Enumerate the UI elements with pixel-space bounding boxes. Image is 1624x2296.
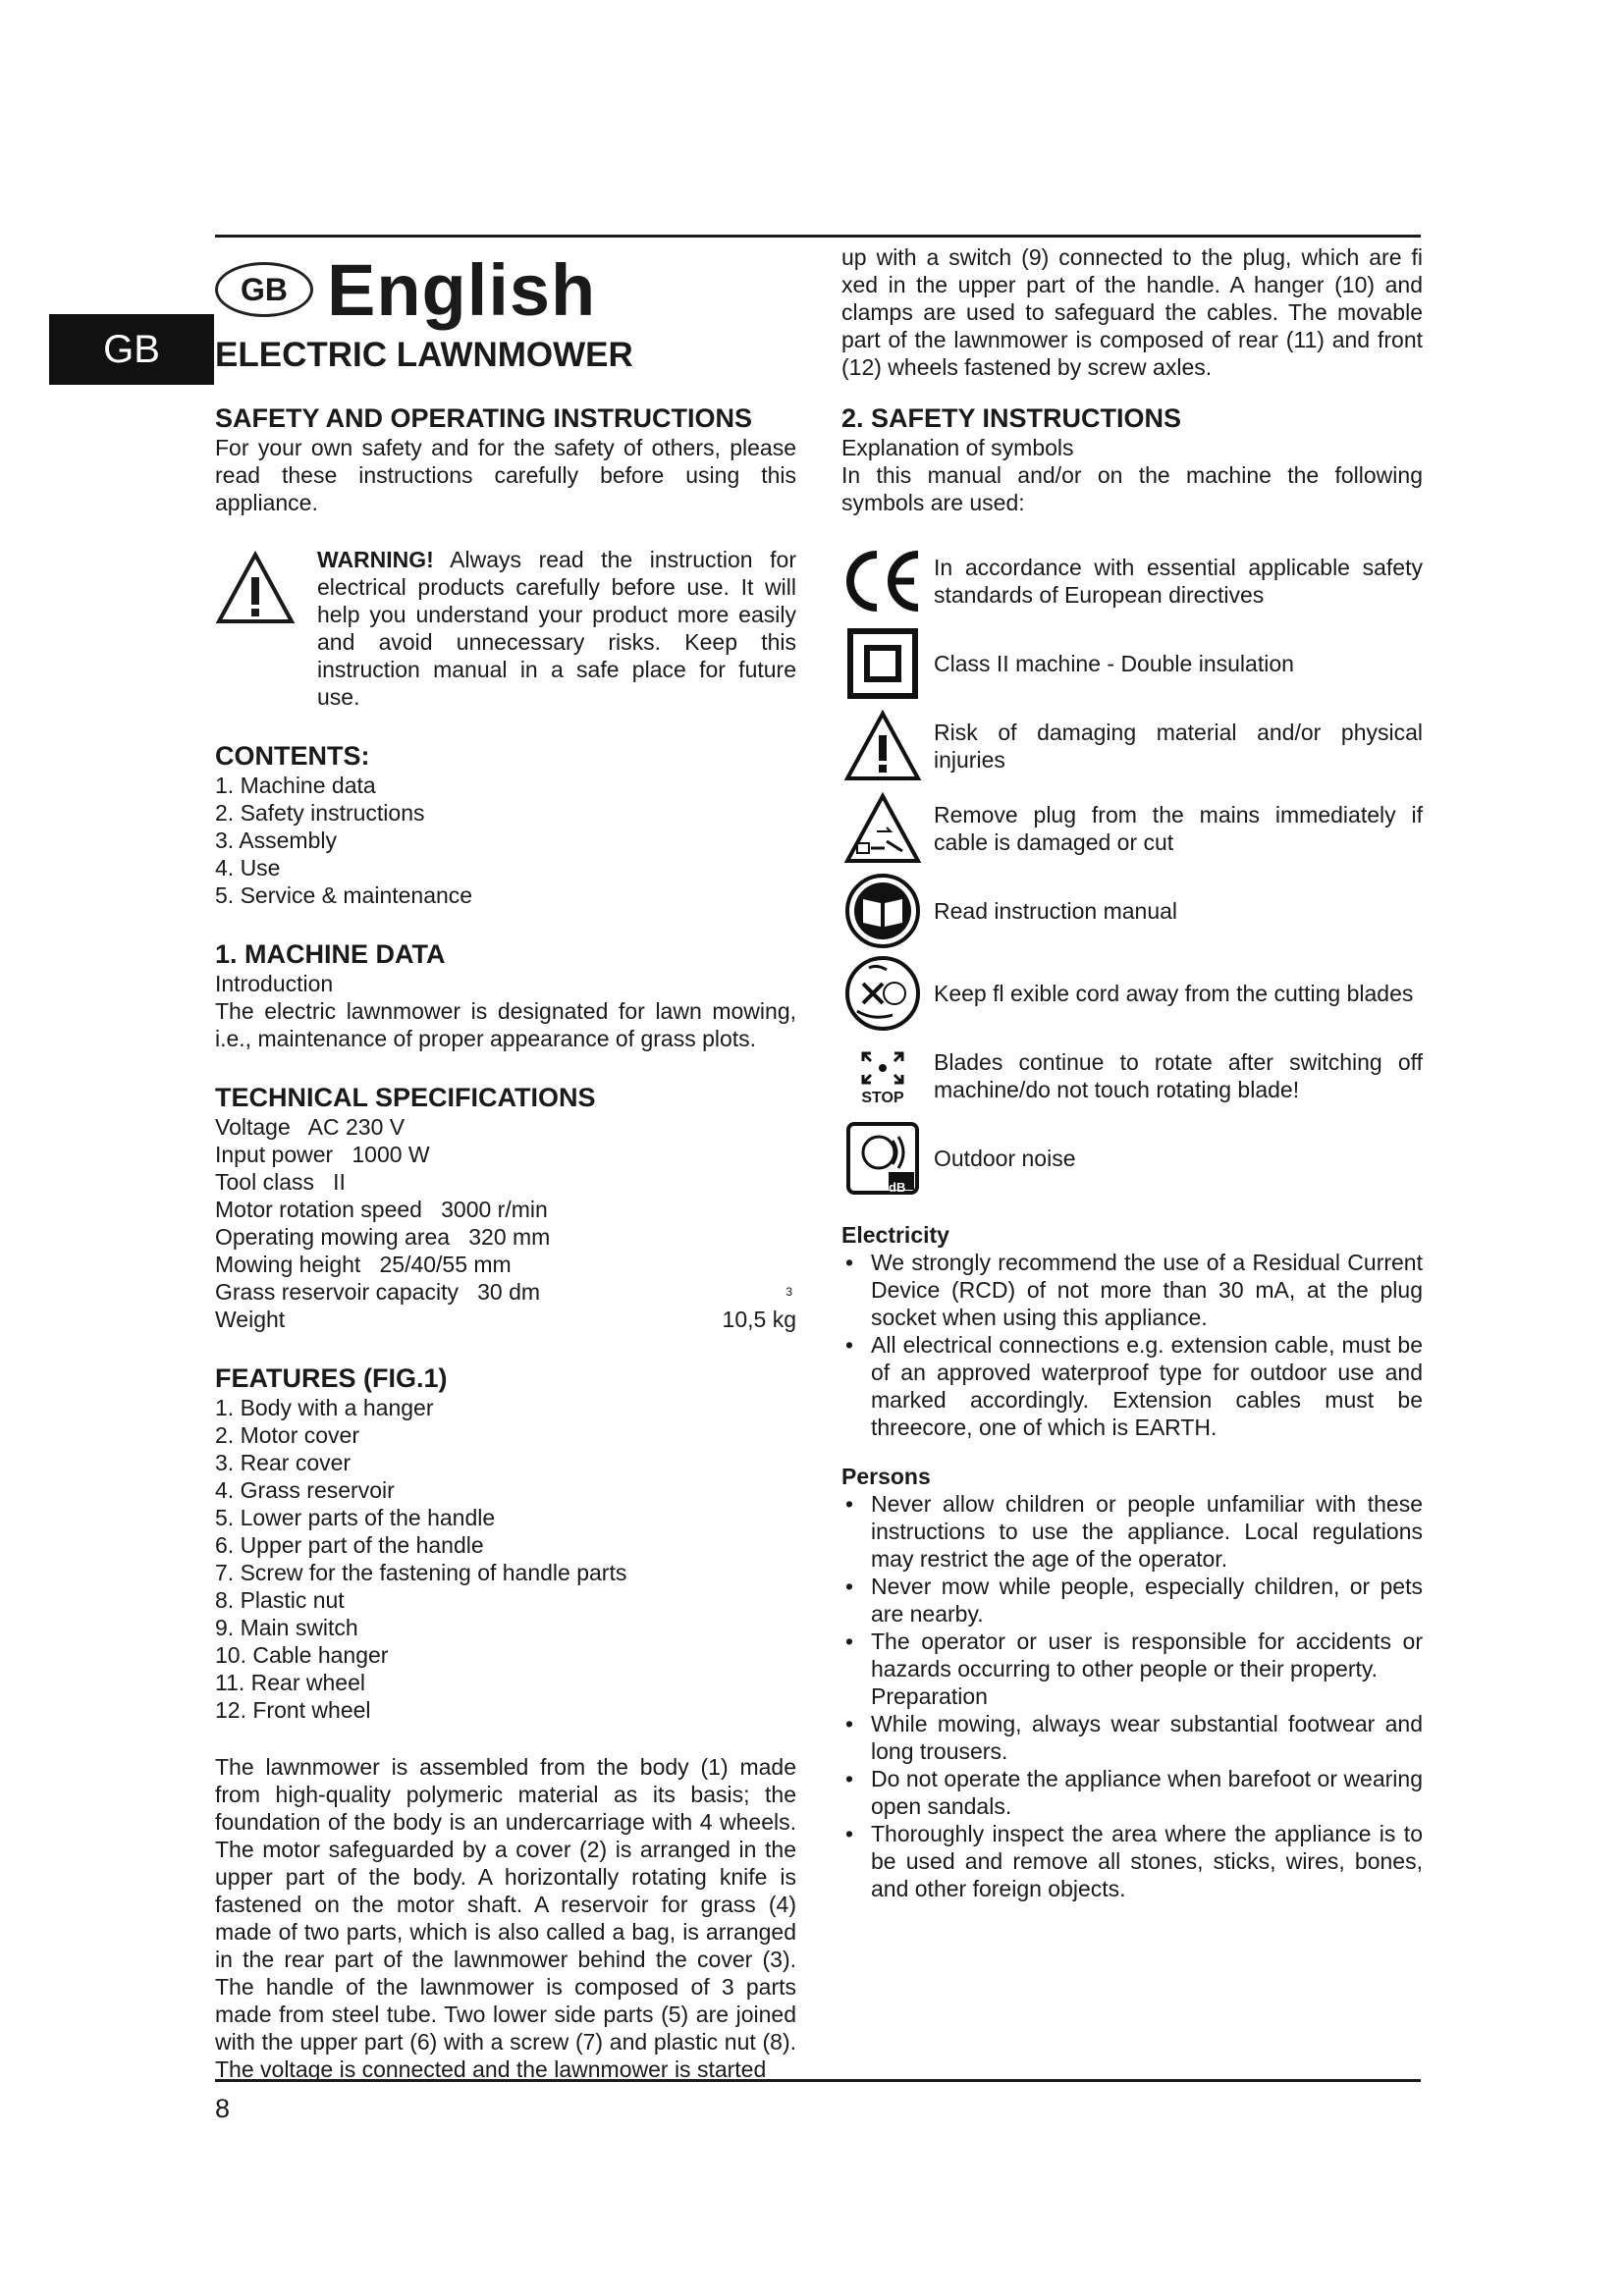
tech-specs-heading: TECHNICAL SPECIFICATIONS <box>215 1083 596 1112</box>
list-item: • All electrical connections e.g. extension cable, must be of an approved waterproof type for outdoor use and marked accordingly. Extension cables must be threecore, one of which is EARTH. <box>841 1331 1423 1441</box>
list-item: 6. Upper part of the handle <box>215 1532 484 1558</box>
list-item: 5. Service & maintenance <box>215 882 473 908</box>
spec-row: Mowing height 25/40/55 mm <box>215 1252 512 1277</box>
list-item: 3. Assembly <box>215 828 337 853</box>
language-title: English <box>327 248 597 331</box>
symbol-row <box>841 540 1423 622</box>
symbol-text: Read instruction manual <box>934 898 1178 924</box>
db-label: dB <box>889 1180 906 1195</box>
outdoor-noise-icon <box>841 1117 924 1200</box>
spec-row: Voltage AC 230 V <box>215 1114 406 1140</box>
list-item: • The operator or user is responsible for accidents or hazards occurring to other people or their property. <box>841 1628 1423 1682</box>
features-list <box>215 1394 796 1724</box>
gb-badge: GB <box>215 262 313 317</box>
symbol-text: Keep fl exible cord away from the cutting blades <box>934 981 1414 1006</box>
list-item: • Do not operate the appliance when barefoot or wearing open sandals. <box>841 1765 1423 1820</box>
machine-data-subheading: Introduction <box>215 971 334 996</box>
list-item: 7. Screw for the fastening of handle parts <box>215 1560 627 1585</box>
persons-heading: Persons <box>841 1464 931 1489</box>
list-item: 9. Main switch <box>215 1615 358 1640</box>
language-side-tab: GB <box>49 314 214 385</box>
ce-mark-icon <box>841 540 924 622</box>
remove-plug-icon <box>841 787 924 870</box>
list-item: • Thoroughly inspect the area where the appliance is to be used and remove all stones, sticks, wires, bones, and other foreign objects. <box>841 1820 1423 1902</box>
list-item: 4. Use <box>215 855 281 881</box>
list-item: • We strongly recommend the use of a Residual Current Device (RCD) of not more than 30 mA, at the plug socket when using this appliance. <box>841 1249 1423 1331</box>
warning-text <box>215 546 796 711</box>
symbol-row <box>841 1117 1423 1200</box>
spec-row-weight <box>215 1306 796 1333</box>
list-item: 11. Rear wheel <box>215 1670 365 1695</box>
list-item: 4. Grass reservoir <box>215 1477 395 1503</box>
list-item: 12. Front wheel <box>215 1697 371 1723</box>
grass-capacity-superscript: 3 <box>785 1285 792 1299</box>
persons-list <box>841 1490 1423 1682</box>
preparation-label: Preparation <box>871 1683 988 1709</box>
document-title: ELECTRIC LAWNMOWER <box>215 336 633 374</box>
spec-row: Operating mowing area 320 mm <box>215 1224 551 1250</box>
symbol-row <box>841 787 1423 870</box>
symbol-row <box>841 705 1423 787</box>
symbol-text: Risk of damaging material and/or physical injuries <box>934 720 1423 773</box>
left-column <box>215 402 796 2083</box>
symbol-row <box>841 1035 1423 1117</box>
tech-specs-list <box>215 1113 796 1333</box>
warning-body: Always read the instruction for electrical products carefully before use. It will help you understand your product more easily and avoid unnecessary risks. Keep this instruction manual in a safe place for future use. <box>317 547 796 710</box>
read-manual-icon <box>841 870 924 952</box>
list-item: 1. Body with a hanger <box>215 1395 434 1420</box>
warning-label: WARNING! <box>317 547 434 572</box>
blades-rotate-icon <box>841 1035 924 1117</box>
symbol-row <box>841 622 1423 705</box>
list-item: • While mowing, always wear substantial footwear and long trousers. <box>841 1710 1423 1765</box>
safety-intro: For your own safety and for the safety of others, please read these instructions carefully before using this appliance. <box>215 435 796 515</box>
features-heading: FEATURES (FIG.1) <box>215 1363 448 1393</box>
grass-capacity-label: Grass reservoir capacity 30 dm <box>215 1279 541 1305</box>
weight-label: Weight <box>215 1307 286 1332</box>
keep-cord-away-icon <box>841 952 924 1035</box>
stop-label: STOP <box>861 1090 904 1106</box>
list-item: • Never allow children or people unfamiliar with these instructions to use the appliance. Local regulations may restrict the age of the operator. <box>841 1490 1423 1573</box>
electricity-list <box>841 1249 1423 1441</box>
features-description: The lawnmower is assembled from the body (1) made from high-quality polymeric material as its basis; the foundation of the body is an undercarriage with 4 wheels. The motor safeguarded by a cover (2) is arranged in the upper part of the body. A horizontally rotating knife is fastened on the motor shaft. A reservoir for grass (4) made of two parts, which is also called a bag, is arranged in the rear part of the lawnmower behind the cover (3). The handle of the lawnmower is composed of 3 parts made from steel tube. Two lower side parts (5) are joined with the upper part (6) with a screw (7) and plastic nut (8). The voltage is connected and the lawnmower is started <box>215 1754 796 2082</box>
double-insulation-icon <box>841 622 924 705</box>
symbol-text: Outdoor noise <box>934 1146 1076 1171</box>
list-item: 2. Motor cover <box>215 1422 359 1448</box>
symbol-row <box>841 952 1423 1035</box>
features-continuation: up with a switch (9) connected to the plug, which are fi xed in the upper part of the handle. A hanger (10) and clamps are used to safeguard the cables. The movable part of the lawnmower is composed of rear (11) and front (12) wheels fastened by screw axles. <box>841 244 1423 380</box>
list-item: 5. Lower parts of the handle <box>215 1505 496 1530</box>
top-rule <box>215 235 1421 238</box>
symbol-text: Blades continue to rotate after switching off machine/do not touch rotating blade! <box>934 1049 1423 1102</box>
list-item: 2. Safety instructions <box>215 800 425 826</box>
list-item: 3. Rear cover <box>215 1450 352 1475</box>
safety-instructions-heading: 2. SAFETY INSTRUCTIONS <box>841 403 1182 433</box>
symbol-text: In accordance with essential applicable safety standards of European directives <box>934 555 1423 608</box>
symbol-list <box>841 540 1423 1200</box>
page-number: 8 <box>215 2094 231 2123</box>
right-column <box>841 243 1423 1902</box>
warning-triangle-icon <box>215 550 296 626</box>
spec-row-grass <box>215 1278 796 1306</box>
contents-list <box>215 772 796 909</box>
spec-row: Motor rotation speed 3000 r/min <box>215 1197 548 1222</box>
list-item: 10. Cable hanger <box>215 1642 389 1668</box>
list-item: • Never mow while people, especially children, or pets are nearby. <box>841 1573 1423 1628</box>
preparation-list <box>841 1710 1423 1902</box>
contents-heading: CONTENTS: <box>215 741 370 771</box>
symbols-intro: In this manual and/or on the machine the following symbols are used: <box>841 462 1423 515</box>
machine-data-text: The electric lawnmower is designated for lawn mowing, i.e., maintenance of proper appearance of grass plots. <box>215 998 796 1051</box>
symbols-subheading: Explanation of symbols <box>841 435 1074 460</box>
spec-row: Tool class II <box>215 1169 346 1195</box>
electricity-heading: Electricity <box>841 1222 949 1248</box>
warning-block <box>215 546 796 711</box>
warning-triangle-icon <box>841 705 924 787</box>
symbol-text: Remove plug from the mains immediately if cable is damaged or cut <box>934 802 1423 855</box>
safety-operating-heading: SAFETY AND OPERATING INSTRUCTIONS <box>215 403 753 433</box>
list-item: 1. Machine data <box>215 773 376 798</box>
list-item: 8. Plastic nut <box>215 1587 345 1613</box>
spec-row: Input power 1000 W <box>215 1142 430 1167</box>
symbol-row <box>841 870 1423 952</box>
language-header <box>215 250 596 329</box>
weight-value: 10,5 kg <box>722 1307 796 1332</box>
symbol-text: Class II machine - Double insulation <box>934 651 1294 676</box>
machine-data-heading: 1. MACHINE DATA <box>215 939 446 969</box>
